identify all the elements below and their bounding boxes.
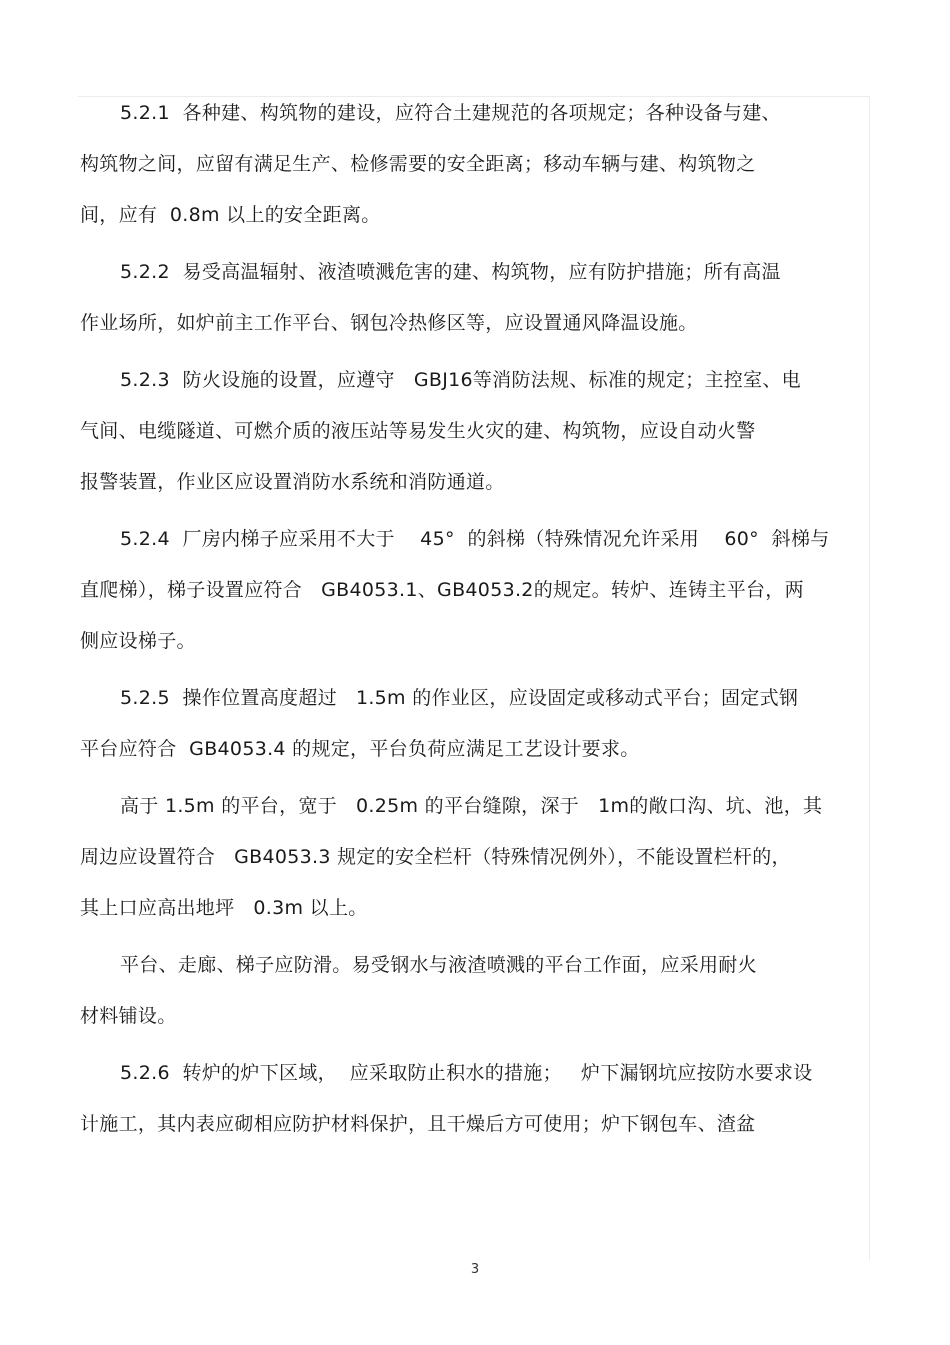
paragraph-guardrail <box>80 793 870 921</box>
text-line: 5.2.2 易受高温辐射、液渣喷溅危害的建、构筑物，应有防护措施；所有高温 <box>120 261 781 283</box>
text-line: 材料铺设。 <box>80 1005 177 1027</box>
text-line: 构筑物之间，应留有满足生产、检修需要的安全距离；移动车辆与建、构筑物之 <box>80 153 756 175</box>
text-line: 平台、走廊、梯子应防滑。易受钢水与液渣喷溅的平台工作面，应采用耐火 <box>120 954 757 976</box>
text-line: 5.2.3 防火设施的设置，应遵守 GBJ16等消防法规、标准的规定；主控室、电 <box>120 369 801 391</box>
page-border-top <box>78 96 870 97</box>
text-line: 报警装置，作业区应设置消防水系统和消防通道。 <box>80 471 505 493</box>
text-line: 其上口应高出地坪 0.3m 以上。 <box>80 897 368 919</box>
text-line: 侧应设梯子。 <box>80 630 196 652</box>
text-line: 气间、电缆隧道、可燃介质的液压站等易发生火灾的建、构筑物，应设自动火警 <box>80 420 756 442</box>
paragraph-5-2-4 <box>80 526 870 654</box>
text-line: 直爬梯），梯子设置应符合 GB4053.1、GB4053.2的规定。转炉、连铸主平台，两 <box>80 579 804 601</box>
paragraph-5-2-3 <box>80 367 870 495</box>
text-line: 高于 1.5m 的平台，宽于 0.25m 的平台缝隙，深于 1m的敞口沟、坑、池，其 <box>120 795 823 817</box>
text-line: 间，应有 0.8m 以上的安全距离。 <box>80 204 381 226</box>
paragraph-5-2-2 <box>80 259 870 336</box>
text-line: 5.2.6 转炉的炉下区域， 应采取防止积水的措施； 炉下漏钢坑应按防水要求设 <box>120 1062 813 1084</box>
paragraph-antislip <box>80 952 870 1029</box>
text-line: 作业场所，如炉前主工作平台、钢包冷热修区等，应设置通风降温设施。 <box>80 312 698 334</box>
page-number: 3 <box>470 1262 480 1277</box>
text-line: 计施工，其内表应砌相应防护材料保护，且干燥后方可使用；炉下钢包车、渣盆 <box>80 1113 756 1135</box>
document-body <box>80 100 870 1168</box>
text-line: 周边应设置符合 GB4053.3 规定的安全栏杆（特殊情况例外），不能设置栏杆的， <box>80 846 791 868</box>
paragraph-5-2-5 <box>80 685 870 762</box>
text-line: 平台应符合 GB4053.4 的规定，平台负荷应满足工艺设计要求。 <box>80 738 640 760</box>
text-line: 5.2.1 各种建、构筑物的建设，应符合土建规范的各项规定；各种设备与建、 <box>120 102 781 124</box>
text-line: 5.2.5 操作位置高度超过 1.5m 的作业区，应设固定或移动式平台；固定式钢 <box>120 687 799 709</box>
text-line: 5.2.4 厂房内梯子应采用不大于 45° 的斜梯（特殊情况允许采用 60° 斜梯与 <box>120 528 830 550</box>
paragraph-5-2-1 <box>80 100 870 228</box>
paragraph-5-2-6 <box>80 1060 870 1137</box>
